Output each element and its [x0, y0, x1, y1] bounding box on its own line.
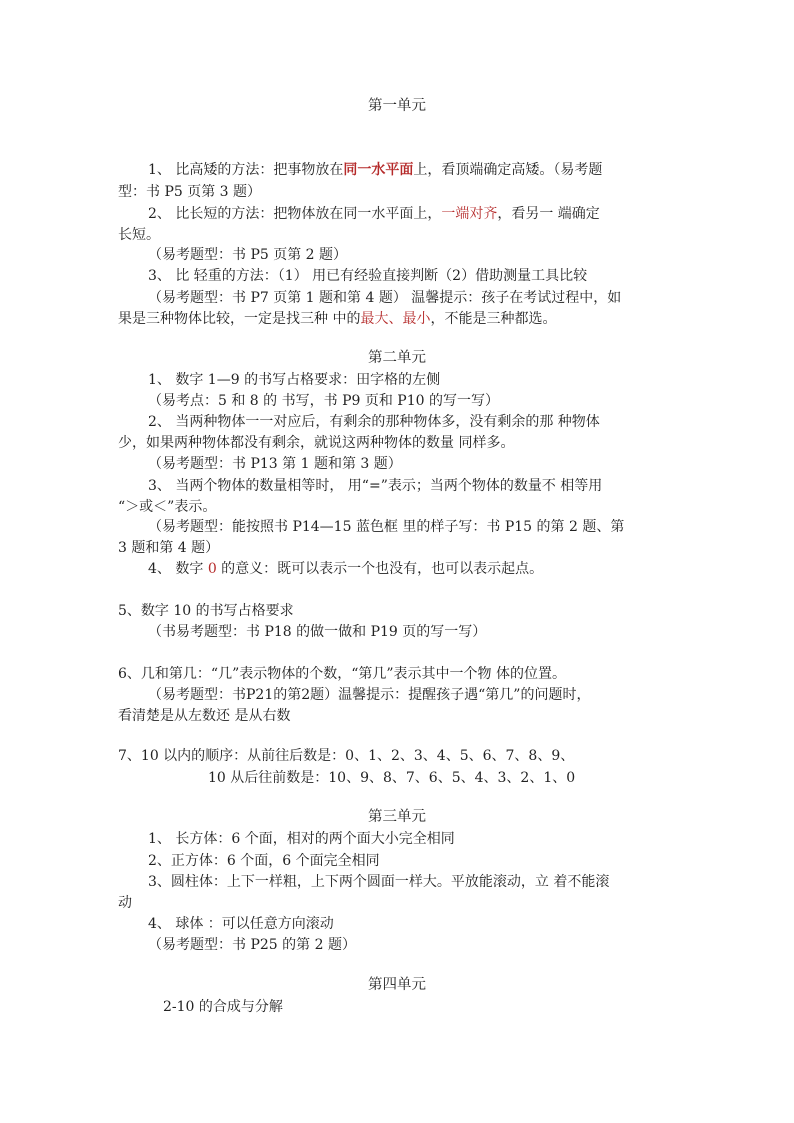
unit3-title: 第三单元: [368, 809, 426, 825]
unit2-item1-line1: 1、 数字 1—9 的书写占格要求：田字格的左侧: [148, 372, 441, 388]
unit1-item3-line2: （易考题型：书 P7 页第 1 题和第 4 题） 温馨提示：孩子在考试过程中，如: [148, 290, 622, 306]
unit2-item6-line3: 看清楚是从左数还 是从右数: [118, 708, 291, 724]
unit3-item1: 1、 长方体：6 个面，相对的两个面大小完全相同: [148, 831, 455, 847]
unit3-item4-line2: （易考题型：书 P25 的第 2 题）: [148, 937, 356, 953]
unit1-item3-line1: 3、 比 轻重的方法：（1） 用已有经验直接判断（2）借助测量工具比较: [148, 268, 588, 284]
unit1-item1-line1: 1、 比高矮的方法：把事物放在同一水平面上，看顶端确定高矮。（易考题: [148, 162, 603, 178]
unit3-item3-line1: 3、圆柱体：上下一样粗，上下两个圆面一样大。平放能滚动，立 着不能滚: [148, 874, 610, 890]
unit1-title: 第一单元: [368, 98, 426, 114]
highlight-same-plane: 同一水平面: [343, 162, 414, 178]
highlight-max-min: 最大、最小: [360, 311, 431, 327]
unit2-item3-line2: “＞或＜”表示。: [118, 499, 217, 515]
unit3-item4-line1: 4、 球体 ：可以任意方向滚动: [148, 916, 334, 932]
unit3-item2: 2、正方体：6 个面，6 个面完全相同: [148, 853, 380, 869]
unit4-item1: 2-10 的合成与分解: [163, 999, 283, 1015]
unit2-item1-line2: （易考点：5 和 8 的 书写，书 P9 页和 P10 的写一写）: [148, 393, 499, 409]
unit2-item3-line4: 3 题和第 4 题）: [118, 540, 220, 556]
unit1-item2-line2: 长短。: [118, 227, 160, 243]
unit2-item4-line1: 4、 数字 0 的意义：既可以表示一个也没有，也可以表示起点。: [148, 561, 544, 577]
unit1-item2-line3: （易考题型：书 P5 页第 2 题）: [148, 247, 348, 263]
unit1-item3-line3: 果是三种物体比较，一定是找三种 中的最大、最小，不能是三种都选。: [118, 311, 557, 327]
unit2-title: 第二单元: [368, 350, 426, 366]
unit2-item3-line1: 3、 当两个物体的数量相等时， 用“=”表示；当两个物体的数量不 相等用: [148, 478, 603, 494]
unit2-item2-line3: （易考题型：书 P13 第 1 题和第 3 题）: [148, 456, 402, 472]
unit1-item2-line1: 2、 比长短的方法：把物体放在同一水平面上，一端对齐，看另一 端确定: [148, 206, 600, 222]
unit2-item2-line2: 少，如果两种物体都没有剩余，就说这两种物体的数量 同样多。: [118, 435, 515, 451]
unit2-item7-line1: 7、10 以内的顺序：从前往后数是：0、1、2、3、4、5、6、7、8、9、: [118, 748, 575, 764]
unit2-item6-line1: 6、几和第几：“几”表示物体的个数，“第几”表示其中一个物 体的位置。: [118, 666, 566, 682]
unit4-title: 第四单元: [368, 977, 426, 993]
unit3-item3-line2: 动: [118, 895, 132, 911]
unit2-item5-line2: （书易考题型：书 P18 的做一做和 P19 页的写一写）: [148, 624, 487, 640]
highlight-one-end-aligned: 一端对齐: [441, 206, 498, 222]
unit2-item5-line1: 5、数字 10 的书写占格要求: [118, 603, 294, 619]
unit2-item3-line3: （易考题型：能按照书 P14—15 蓝色框 里的样子写：书 P15 的第 2 题、第: [148, 519, 625, 535]
unit1-item1-line2: 型：书 P5 页第 3 题）: [118, 184, 262, 200]
highlight-zero: 0: [207, 561, 222, 577]
unit2-item2-line1: 2、 当两种物体一一对应后，有剩余的那种物体多，没有剩余的那 种物体: [148, 414, 600, 430]
unit2-item6-line2: （易考题型：书P21的第2题）温馨提示：提醒孩子遇“第几”的问题时，: [148, 687, 591, 703]
unit2-item7-line2: 10 从后往前数是：10、9、8、7、6、5、4、3、2、1、0: [208, 770, 576, 786]
